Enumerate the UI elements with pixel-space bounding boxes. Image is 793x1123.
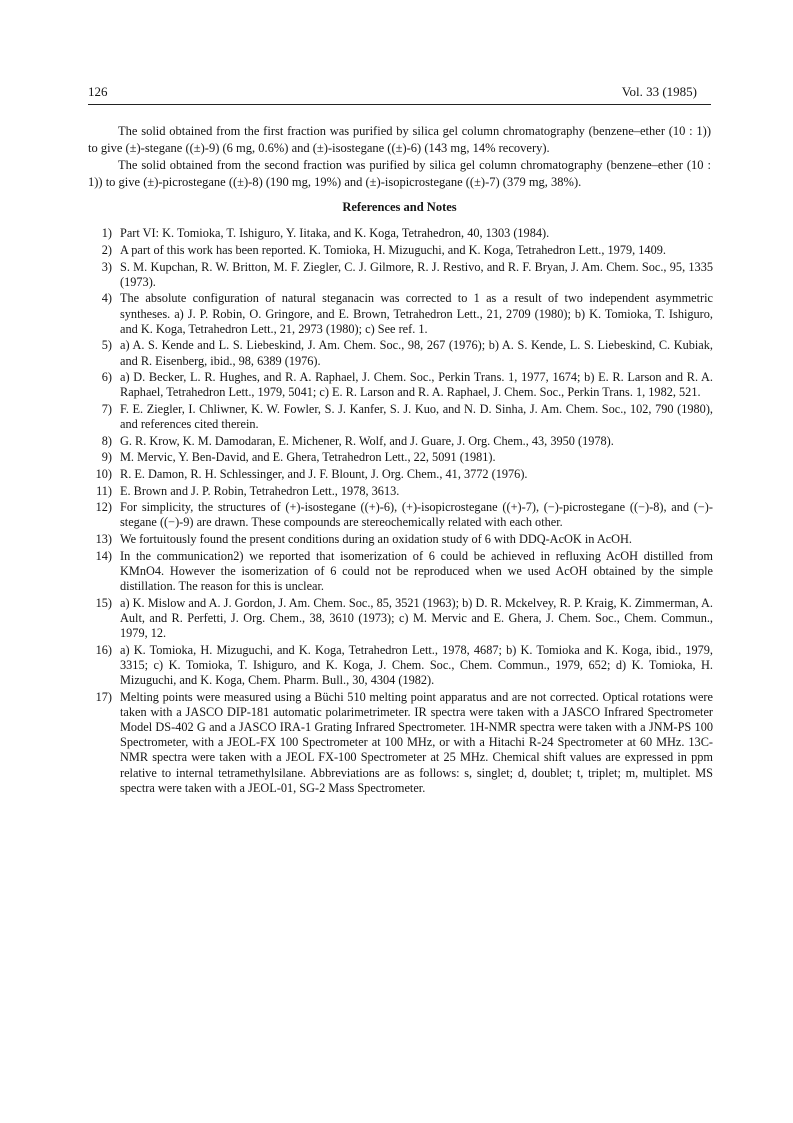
reference-item xyxy=(88,402,713,432)
reference-text: E. Brown and J. P. Robin, Tetrahedron Lett., 1978, 3613. xyxy=(120,483,400,498)
reference-item xyxy=(88,500,713,530)
reference-number: 13) xyxy=(95,531,112,546)
reference-item xyxy=(88,549,713,595)
reference-list xyxy=(88,225,713,796)
reference-text: We fortuitously found the present conditions during an oxidation study of 6 with DDQ-AcOK in AcOH. xyxy=(120,531,632,546)
reference-item xyxy=(88,643,713,689)
reference-text: F. E. Ziegler, I. Chliwner, K. W. Fowler, S. J. Kanfer, S. J. Kuo, and N. D. Sinha, J. Am. Chem. Soc., 102, 790 (1980), and references cited therein. xyxy=(120,401,713,432)
section-title: References and Notes xyxy=(342,200,457,214)
reference-item xyxy=(88,450,713,465)
reference-item xyxy=(88,484,713,499)
reference-number: 11) xyxy=(96,483,112,498)
reference-number: 1) xyxy=(101,226,112,241)
reference-item xyxy=(88,243,713,258)
reference-text: M. Mervic, Y. Ben-David, and E. Ghera, Tetrahedron Lett., 22, 5091 (1981). xyxy=(120,450,496,465)
reference-text: For simplicity, the structures of (+)-isostegane ((+)-6), (+)-isopicrostegane ((+)-7), (−)-picrostegane ((−)-8), and (−)-stegane ((−)-9) are drawn. These compounds are stereochemically related with each other. xyxy=(120,500,713,530)
reference-number: 14) xyxy=(95,548,112,563)
reference-item xyxy=(88,532,713,547)
reference-number: 15) xyxy=(95,595,112,610)
reference-number: 4) xyxy=(101,291,112,306)
reference-text: In the communication2) we reported that isomerization of 6 could be achieved in refluxing AcOH distilled from KMnO4. However the isomerization of 6 could not be reproduced when we used AcOH obtained by the simple distillation. The reason for this is unclear. xyxy=(120,548,713,593)
reference-text: Melting points were measured using a Büchi 510 melting point apparatus and are not corrected. Optical rotations were taken with a JASCO DIP-181 automatic polarimetrimeter. IR spectra were taken with a JASCO Infrared Spectrometer Model DS-402 G and a JASCO IRA-1 Grating Infrared Spectrometer. 1H-NMR spectra were taken with a JNM-PS 100 Spectrometer, with a JEOL-FX 100 Spectrometer at 100 MHz, or with a Hitachi R-24 Spectrometer at 60 MHz. 13C-NMR spectra were taken with a JEOL FX-100 Spectrometer at 25 MHz. Chemical shift values are expressed in ppm relative to internal tetramethylsilane. Abbreviations are as follows: s, singlet; d, doublet; t, triplet; m, multiplet. MS spectra were taken with a JEOL-01, SG-2 Mass Spectrometer. xyxy=(120,689,713,795)
reference-number: 12) xyxy=(95,500,112,515)
reference-text: a) K. Mislow and A. J. Gordon, J. Am. Chem. Soc., 85, 3521 (1963); b) D. R. Mckelvey, R. P. Kraig, K. Zimmerman, A. Ault, and R. Perfetti, J. Org. Chem., 38, 3610 (1973); c) M. Mervic and E. Ghera, J. Chem. Soc., Chem. Commun., 1979, 12. xyxy=(120,595,713,640)
experimental-text xyxy=(88,123,711,191)
reference-text: G. R. Krow, K. M. Damodaran, E. Michener, R. Wolf, and J. Guare, J. Org. Chem., 43, 3950 (1978). xyxy=(120,433,614,448)
page-number: 126 xyxy=(88,84,108,99)
reference-number: 10) xyxy=(95,466,112,481)
reference-item xyxy=(88,291,713,337)
reference-number: 6) xyxy=(101,370,112,385)
reference-text: S. M. Kupchan, R. W. Britton, M. F. Ziegler, C. J. Gilmore, R. J. Restivo, and R. F. Bryan, J. Am. Chem. Soc., 95, 1335 (1973). xyxy=(120,259,713,289)
reference-number: 9) xyxy=(101,450,112,465)
reference-number: 2) xyxy=(101,242,112,257)
paragraph: The solid obtained from the first fraction was purified by silica gel column chromatography (benzene–ether (10 : 1)) to give (±)-stegane ((±)-9) (6 mg, 0.6%) and (±)-isostegane ((±)-6) (143 mg, 14% recovery). xyxy=(88,124,711,155)
reference-item xyxy=(88,467,713,482)
reference-number: 7) xyxy=(101,401,112,416)
reference-item xyxy=(88,260,713,290)
reference-number: 3) xyxy=(101,259,112,274)
reference-item xyxy=(88,596,713,642)
reference-text: Part VI: K. Tomioka, T. Ishiguro, Y. Iitaka, and K. Koga, Tetrahedron, 40, 1303 (1984). xyxy=(120,226,550,241)
reference-text: a) K. Tomioka, H. Mizuguchi, and K. Koga, Tetrahedron Lett., 1978, 4687; b) K. Tomioka and K. Koga, ibid., 1979, 3315; c) K. Tomioka, T. Ishiguro, and K. Koga, J. Chem. Soc., Chem. Commun., 1979, 652; d) K. Tomioka, H. Mizuguchi, and K. Koga, Chem. Pharm. Bull., 30, 4304 (1982). xyxy=(120,642,713,687)
reference-item xyxy=(88,434,713,449)
reference-number: 8) xyxy=(101,433,112,448)
reference-text: R. E. Damon, R. H. Schlessinger, and J. F. Blount, J. Org. Chem., 41, 3772 (1976). xyxy=(120,466,528,481)
reference-text: a) A. S. Kende and L. S. Liebeskind, J. Am. Chem. Soc., 98, 267 (1976); b) A. S. Kende, L. S. Liebeskind, C. Kubiak, and R. Eisenberg, ibid., 98, 6389 (1976). xyxy=(120,338,713,368)
reference-item xyxy=(88,338,713,368)
header-rule xyxy=(88,104,711,105)
reference-number: 17) xyxy=(95,689,112,704)
volume-label: Vol. 33 (1985) xyxy=(621,84,697,99)
reference-text: A part of this work has been reported. K. Tomioka, H. Mizuguchi, and K. Koga, Tetrahedron Lett., 1979, 1409. xyxy=(120,242,666,257)
reference-item xyxy=(88,370,713,400)
reference-item xyxy=(88,690,713,796)
reference-item xyxy=(88,226,713,241)
paragraph: The solid obtained from the second fraction was purified by silica gel column chromatography (benzene–ether (10 : 1)) to give (±)-picrostegane ((±)-8) (190 mg, 19%) and (±)-isopicrostegane ((±)-7) (379 mg, 38%). xyxy=(88,158,711,189)
reference-number: 5) xyxy=(101,338,112,353)
reference-text: The absolute configuration of natural steganacin was corrected to 1 as a result of two independent asymmetric syntheses. a) J. P. Robin, O. Gringore, and E. Brown, Tetrahedron Lett., 21, 2709 (1980); b) K. Tomioka, T. Ishiguro, and K. Koga, Tetrahedron Lett., 21, 2973 (1980); c) See ref. 1. xyxy=(120,291,713,336)
reference-number: 16) xyxy=(95,642,112,657)
reference-text: a) D. Becker, L. R. Hughes, and R. A. Raphael, J. Chem. Soc., Perkin Trans. 1, 1977, 1674; b) E. R. Larson and R. A. Raphael, Tetrahedron Lett., 1979, 5041; c) E. R. Larson and R. A. Raphael, J. Chem. Soc., Perkin Trans. 1, 1982, 521. xyxy=(120,370,713,400)
